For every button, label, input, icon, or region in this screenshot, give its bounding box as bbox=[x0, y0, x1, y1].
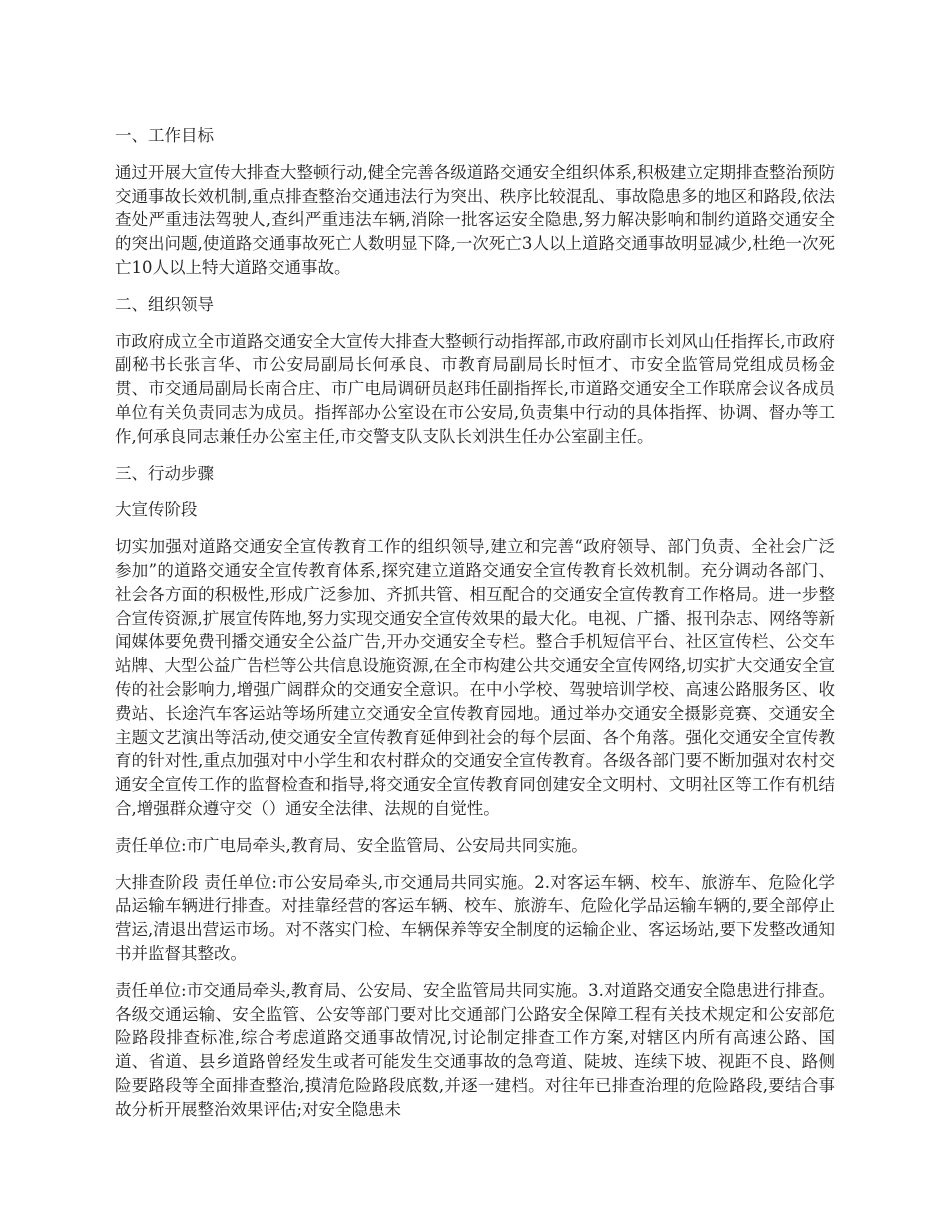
inspection-stage-paragraph: 大排查阶段 责任单位:市公安局牵头,市交通局共同实施。2.对客运车辆、校车、旅游车、危险化学品运输车辆进行排查。对挂靠经营的客运车辆、校车、旅游车、危险化学品运输车辆的,要全部停止营运,清退出营运市场。对不落实门检、车辆保养等安全制度的运输企业、客运场站,要下发整改通知书并监督其整改。 bbox=[115, 872, 835, 963]
document-body bbox=[115, 124, 835, 1134]
section-heading-steps: 三、行动步骤 bbox=[115, 463, 214, 483]
road-hazard-paragraph: 责任单位:市交通局牵头,教育局、公安局、安全监管局共同实施。3.对道路交通安全隐患进行排查。各级交通运输、安全监管、公安等部门要对比交通部门公路安全保障工程有关技术规定和公安部危险路段排查标准,综合考虑道路交通事故情况,讨论制定排查工作方案,对辖区内所有高速公路、国道、省道、县乡道路曾经发生或者可能发生交通事故的急弯道、陡坡、连续下坡、视距不良、路侧险要路段等全面排查整治,摸清危险路段底数,并逐一建档。对往年已排查治理的危险路段,要结合事故分析开展整治效果评估;对安全隐患未 bbox=[115, 980, 835, 1119]
section-heading-leadership: 二、组织领导 bbox=[115, 294, 214, 314]
goals-paragraph: 通过开展大宣传大排查大整顿行动,健全完善各级道路交通安全组织体系,积极建立定期排查整治预防交通事故长效机制,重点排查整治交通违法行为突出、秩序比较混乱、事故隐患多的地区和路段,依法查处严重违法驾驶人,查纠严重违法车辆,消除一批客运安全隐患,努力解决影响和制约道路交通安全的突出问题,使道路交通事故死亡人数明显下降,一次死亡3人以上道路交通事故明显减少,杜绝一次死亡10人以上特大道路交通事故。 bbox=[115, 162, 835, 277]
section-heading-goals: 一、工作目标 bbox=[115, 126, 214, 145]
subheading-publicity-stage: 大宣传阶段 bbox=[115, 500, 198, 520]
publicity-responsibility-paragraph: 责任单位:市广电局牵头,教育局、安全监管局、公安局共同实施。 bbox=[115, 835, 588, 855]
publicity-paragraph: 切实加强对道路交通安全宣传教育工作的组织领导,建立和完善“政府领导、部门负责、全社会广泛参加”的道路交通安全宣传教育体系,探究建立道路交通安全宣传教育长效机制。充分调动各部门、社会各方面的积极性,形成广泛参加、齐抓共管、相互配合的交通安全宣传教育工作格局。进一步整合宣传资源,扩展宣传阵地,努力实现交通安全宣传效果的最大化。电视、广播、报刊杂志、网络等新闻媒体要免费刊播交通安全公益广告,开办交通安全专栏。整合手机短信平台、社区宣传栏、公交车站牌、大型公益广告栏等公共信息设施资源,在全市构建公共交通安全宣传网络,切实扩大交通安全宣传的社会影响力,增强广阔群众的交通安全意识。在中小学校、驾驶培训学校、高速公路服务区、收费站、长途汽车客运站等场所建立交通安全宣传教育园地。通过举办交通安全摄影竞赛、交通安全主题文艺演出等活动,使交通安全宣传教育延伸到社会的每个层面、各个角落。强化交通安全宣传教育的针对性,重点加强对中小学生和农村群众的交通安全宣传教育。各级各部门要不断加强对农村交通安全宣传工作的监督检查和指导,将交通安全宣传教育同创建安全文明村、文明社区等工作有机结合,增强群众遵守交（）通安全法律、法规的自觉性。 bbox=[115, 537, 835, 818]
leadership-paragraph: 市政府成立全市道路交通安全大宣传大排查大整顿行动指挥部,市政府副市长刘风山任指挥长,市政府副秘书长张言华、市公安局副局长何承良、市教育局副局长时恒才、市安全监管局党组成员杨金贯、市交通局副局长南合庄、市广电局调研员赵玮任副指挥长,市道路交通安全工作联席会议各成员单位有关负责同志为成员。指挥部办公室设在市公安局,负责集中行动的具体指挥、协调、督办等工作,何承良同志兼任办公室主任,市交警支队支队长刘洪生任办公室副主任。 bbox=[115, 331, 835, 446]
